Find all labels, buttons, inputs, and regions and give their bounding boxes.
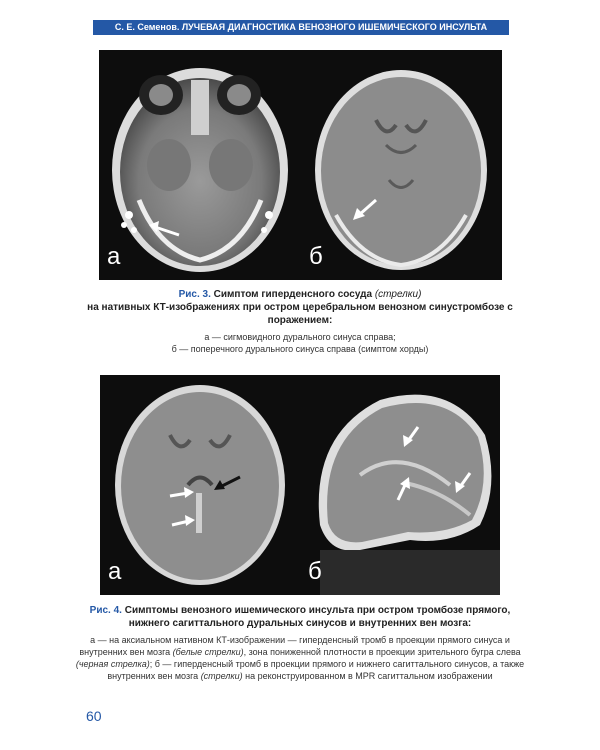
- caption-body-text: а — на аксиальном нативном КТ-изображении — гиперденсный тромб в проекции прямого синуса и внутренних вен мозга: [79, 635, 510, 657]
- figure4-panel-b: [300, 375, 500, 595]
- figure4-panel-a: [100, 375, 300, 595]
- caption-number: Рис. 4.: [89, 605, 122, 616]
- panel-label: б: [309, 243, 323, 270]
- caption-item: а — сигмовидного дурального синуса справа;: [204, 332, 396, 342]
- caption-number: Рис. 3.: [178, 289, 211, 300]
- caption-title-part2: на нативных КТ-изображениях при остром церебральном венозном синустромбозе с поражением:: [87, 302, 513, 326]
- caption-body-text: на реконструированном в MPR сагиттальном изображении: [242, 671, 493, 681]
- panel-label: б: [308, 558, 322, 585]
- caption-title-text: Симптомы венозного ишемического инсульта при остром тромбозе прямого, нижнего сагиттального дуральных синусов и внутренних вен мозга:: [121, 605, 511, 629]
- panel-label: а: [108, 558, 122, 585]
- figure3-caption: [70, 288, 530, 355]
- running-header: С. Е. Семенов. ЛУЧЕВАЯ ДИАГНОСТИКА ВЕНОЗНОГО ИШЕМИЧЕСКОГО ИНСУЛЬТА: [93, 20, 509, 35]
- caption-body-text: , зона пониженной плотности в проекции зрительного бугра слева: [243, 647, 521, 657]
- caption-title-italic: (стрелки): [374, 289, 422, 300]
- caption-body-text: ; б — гиперденсный тромб в проекции прямого и нижнего сагиттального синусов, а также внутренних вен мозга: [107, 659, 525, 681]
- figure3-panel-b: [301, 50, 502, 280]
- caption-items: [70, 331, 530, 355]
- caption-body: [70, 634, 530, 682]
- panel-label: а: [107, 243, 121, 270]
- caption-title: [70, 604, 530, 630]
- figure4-caption: [70, 604, 530, 682]
- caption-item: б — поперечного дурального синуса справа (симптом хорды): [171, 344, 429, 354]
- caption-title-part1: Симптом гиперденсного сосуда: [210, 289, 375, 300]
- caption-body-italic: (стрелки): [200, 671, 243, 681]
- caption-title: [70, 288, 530, 327]
- figure3-panel-a: [99, 50, 301, 280]
- page-number: 60: [86, 708, 102, 724]
- caption-body-italic: (белые стрелки): [172, 647, 244, 657]
- caption-body-italic: (черная стрелка): [75, 659, 150, 669]
